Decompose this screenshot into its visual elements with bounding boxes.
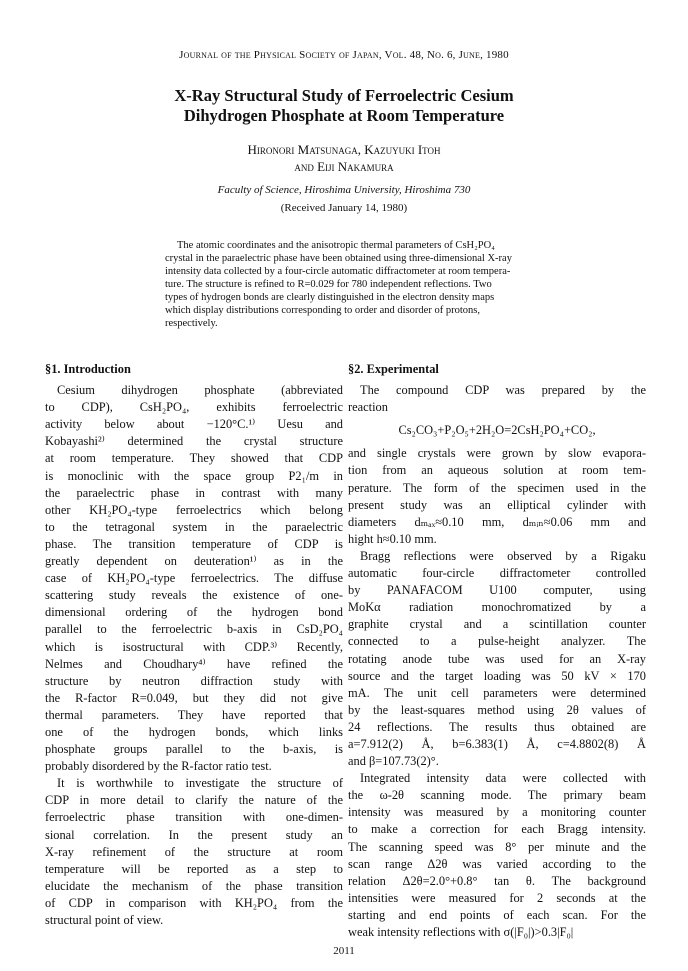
abstract-line: respectively.	[165, 318, 218, 329]
text-line: and β=107.73(2)°.	[348, 754, 439, 769]
text-line: sional correlation. In the present study an	[45, 827, 343, 842]
section-body	[348, 445, 646, 941]
text-line: to CDP), CsH₂PO₄, exhibits ferroelectric	[45, 400, 343, 415]
text-line: diameters dₘₐₓ≈0.10 mm, dₘᵢₙ≈0.06 mm and	[348, 514, 646, 529]
text-line: graphite crystal and a scintillation counter	[348, 617, 646, 632]
text-line: The scanning speed was 8° per minute and the	[348, 839, 646, 854]
text-line: perature. The form of the specimen used in the	[348, 480, 646, 495]
text-line: hight h≈0.10 mm.	[348, 531, 437, 546]
author-line-2: and Eiji Nakamura	[294, 159, 394, 174]
text-line: relation Δ2θ=2.0°+0.8° tan θ. The background	[348, 873, 646, 888]
text-line: X-ray refinement of the structure at room	[45, 844, 343, 859]
text-line: the paraelectric phase in contrast with many	[45, 485, 343, 500]
text-line: which is isostructural with CDP.³⁾ Recently,	[45, 639, 343, 654]
text-line: Integrated intensity data were collected with	[360, 771, 646, 786]
text-line: scan range Δ2θ was varied according to the	[348, 856, 646, 871]
text-line: to the tetragonal system in the paraelectric	[45, 519, 343, 534]
text-line: probably disordered by the R-factor ratio test.	[45, 759, 272, 774]
text-line: automatic four-circle diffractometer controlled	[348, 566, 646, 581]
text-line: thermal parameters. They have reported that	[45, 707, 343, 722]
text-line: other KH₂PO₄-type ferroelectrics which belong	[45, 502, 343, 517]
text-line: starting and end points of each scan. For the	[348, 907, 646, 922]
section-introduction	[45, 361, 343, 929]
text-line: by the least-squares method using 2θ values of	[348, 702, 646, 717]
text-line: ferroelectric phase transition with one-dimen-	[45, 810, 343, 825]
text-line: Kobayashi²⁾ determined the crystal structure	[45, 434, 343, 449]
title-line-1: X-Ray Structural Study of Ferroelectric Cesium	[174, 86, 514, 105]
abstract-line: which display distributions corresponding to order and disorder of protons,	[165, 305, 480, 316]
text-line: structural point of view.	[45, 913, 164, 927]
affiliation: Faculty of Science, Hiroshima University, Hiroshima 730	[217, 184, 471, 196]
section-heading: §1. Introduction	[45, 362, 131, 376]
text-line: phase. The transition temperature of CDP is	[45, 536, 343, 551]
text-line: a=7.912(2) Å, b=6.383(1) Å, c=4.8802(8) Å	[348, 736, 646, 751]
abstract-line: ture. The structure is refined to R=0.029 for 780 independent reflections. Two	[165, 279, 492, 290]
section-heading: §2. Experimental	[348, 362, 439, 376]
text-line: rotating anode tube was used for an X-ray	[348, 651, 646, 666]
author-list	[60, 141, 628, 175]
text-line: case of KH₂PO₄-type ferroelectrics. The diffuse	[45, 571, 343, 586]
text-line: at room temperature. They showed that CDP	[45, 451, 343, 466]
text-line: intensity was measured by a monitoring counter	[348, 805, 646, 820]
text-line: CDP in more detail to clarify the nature of the	[45, 793, 343, 808]
text-line: connected to a pulse-height analyzer. The	[348, 634, 646, 649]
text-line: temperature will be reported as a step to	[45, 861, 343, 876]
text-line: to make a correction for each Bragg intensity.	[348, 822, 646, 837]
title-line-2: Dihydrogen Phosphate at Room Temperature	[183, 106, 505, 125]
text-line: the ω-2θ scanning mode. The primary beam	[348, 788, 646, 803]
section-experimental	[348, 361, 646, 941]
text-line: source and the target loading was 50 kV × 170	[348, 668, 646, 683]
text-line: weak intensity reflections with σ(|F₀|)>0.3|F₀|	[348, 925, 574, 939]
text-line: greatly dependent on deuteration¹⁾ as in the	[45, 554, 343, 569]
text-line: scattering study reveals the existence of one-	[45, 588, 343, 603]
abstract-line: intensity data collected by a four-circle automatic diffractometer at room tempera-	[165, 266, 511, 277]
text-line: mA. The unit cell parameters were determined	[348, 685, 646, 700]
text-line: present study was an elliptical cylinder with	[348, 497, 646, 512]
text-line: by PANAFACOM U100 computer, using	[348, 583, 646, 598]
text-line: elucidate the mechanism of the phase transition	[45, 878, 343, 893]
text-line: the R-factor R=0.049, but they did not give	[45, 690, 343, 705]
text-line: It is worthwhile to investigate the structure of	[57, 776, 343, 791]
text-line: tion from an aqueous solution at room tem-	[348, 463, 646, 478]
text-line: MoKα radiation monochromatized by a	[348, 600, 646, 615]
text-line: Nelmes and Choudhary⁴⁾ have refined the	[45, 656, 343, 671]
abstract-line: types of hydrogen bonds are clearly distinguished in the electron density maps	[165, 292, 495, 303]
abstract	[165, 239, 525, 330]
text-line: one of the hydrogen bonds, which links	[45, 724, 343, 739]
text-line: The compound CDP was prepared by the	[360, 383, 646, 398]
received-date: (Received January 14, 1980)	[280, 202, 408, 214]
text-line: structure by neutron diffraction study with	[45, 673, 343, 688]
section-body	[45, 382, 343, 929]
text-line: dimensional ordering of the hydrogen bond	[45, 605, 343, 620]
abstract-line: crystal in the paraelectric phase have been obtained using three-dimensional X-ray	[165, 253, 512, 264]
text-line: and single crystals were grown by slow evapora-	[348, 446, 646, 461]
author-line-1: Hironori Matsunaga, Kazuyuki Itoh	[247, 142, 441, 157]
chemical-equation: Cs₂CO₃+P₂O₅+2H₂O=2CsH₂PO₄+CO₂,	[398, 423, 596, 438]
text-line: Cesium dihydrogen phosphate (abbreviated	[57, 383, 343, 398]
text-line: intensities were measured for 2 seconds at the	[348, 890, 646, 905]
text-line: activity below about −120°C.¹⁾ Uesu and	[45, 417, 343, 432]
running-head: Journal of the Physical Society of Japan, Vol. 48, No. 6, June, 1980	[179, 49, 509, 61]
text-line: Bragg reflections were observed by a Rigaku	[360, 548, 646, 563]
abstract-line: The atomic coordinates and the anisotropic thermal parameters of CsH₂PO₄	[177, 240, 495, 251]
text-line: phosphate groups parallel to the b-axis, is	[45, 742, 343, 757]
article-title	[60, 86, 628, 126]
text-line: is monoclinic with the space group P2₁/m in	[45, 468, 343, 483]
text-line: of CDP in comparison with KH₂PO₄ from the	[45, 895, 343, 910]
text-line: parallel to the ferroelectric b-axis in CsD₂PO₄	[45, 622, 343, 637]
text-line: 24 reflections. The results thus obtained are	[348, 719, 646, 734]
section-body	[348, 382, 646, 416]
page-number: 2011	[333, 945, 355, 957]
text-line: reaction	[348, 400, 388, 415]
